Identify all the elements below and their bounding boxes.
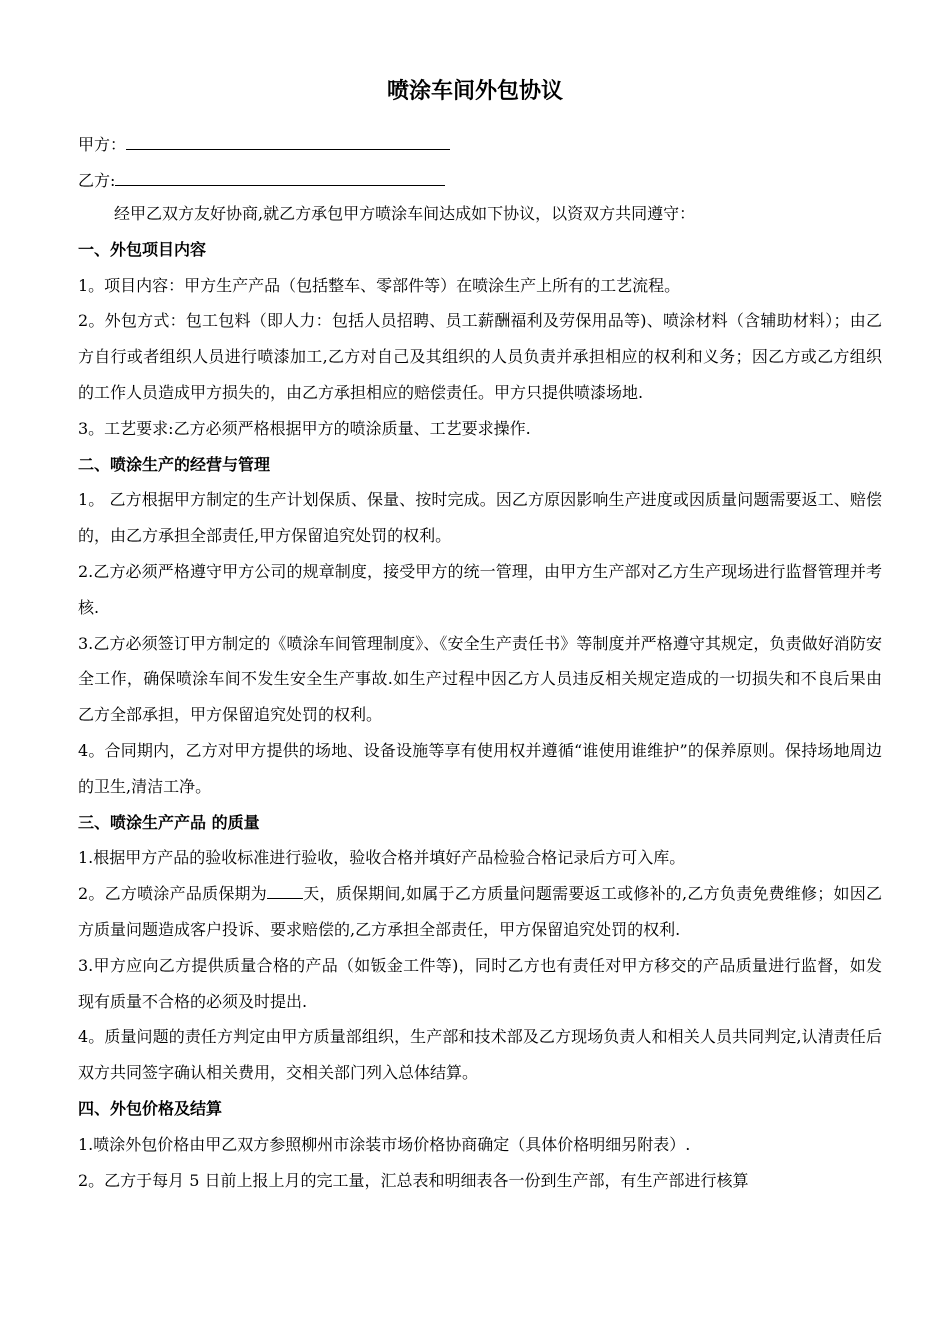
intro-paragraph: 经甲乙双方友好协商,就乙方承包甲方喷涂车间达成如下协议，以资双方共同遵守： bbox=[114, 204, 696, 223]
party-b-line bbox=[78, 167, 445, 193]
section-4-item-2: 2。乙方于每月 5 日前上报上月的完工量，汇总表和明细表各一份到生产部，有生产部进行核算 bbox=[78, 1170, 749, 1190]
party-a-line bbox=[78, 131, 450, 157]
party-b-label: 乙方: bbox=[78, 171, 116, 190]
warranty-days-blank bbox=[267, 880, 303, 899]
document-title: 喷涂车间外包协议 bbox=[386, 79, 563, 104]
section-2-item-1: 1。 乙方根据甲方制定的生产计划保质、保量、按时完成。因乙方原因影响生产进度或因质量问题需要返工、赔偿的，由乙方承担全部责任,甲方保留追究处罚的权利。 bbox=[78, 490, 882, 546]
section-1-item-3: 3。工艺要求:乙方必须严格根据甲方的喷涂质量、工艺要求操作. bbox=[78, 418, 531, 438]
section-3-item-3: 3.甲方应向乙方提供质量合格的产品（如钣金工件等)，同时乙方也有责任对甲方移交的产品质量进行监督，如发现有质量不合格的必须及时提出. bbox=[78, 955, 882, 1011]
section-3-heading: 三、喷涂生产产品 的质量 bbox=[78, 812, 260, 832]
section-2-item-2: 2.乙方必须严格遵守甲方公司的规章制度，接受甲方的统一管理，由甲方生产部对乙方生产现场进行监督管理并考核. bbox=[78, 561, 882, 617]
party-b-blank bbox=[115, 167, 445, 186]
section-3-item-2 bbox=[78, 876, 882, 948]
section-1-item-2: 2。外包方式：包工包料（即人力：包括人员招聘、员工薪酬福利及劳保用品等)、喷涂材料（含辅助材料）；由乙方自行或者组织人员进行喷漆加工,乙方对自己及其组织的人员负责并承担相应的权利和义务；因乙方或乙方组织的工作人员造成甲方损失的，由乙方承担相应的赔偿责任。甲方只提供喷漆场地. bbox=[78, 311, 882, 402]
section-3-item-1: 1.根据甲方产品的验收标准进行验收，验收合格并填好产品检验合格记录后方可入库。 bbox=[78, 848, 686, 868]
party-a-label: 甲方： bbox=[78, 135, 127, 154]
section-1-heading: 一、外包项目内容 bbox=[78, 239, 207, 259]
party-a-blank bbox=[126, 131, 450, 150]
section-3-item-2-rest: 天，质保期间,如属于乙方质量问题需要返工或修补的,乙方负责免费维修；如因乙方质量问题造成客户投诉、要求赔偿的,乙方承担全部责任，甲方保留追究处罚的权利. bbox=[78, 884, 882, 939]
section-2-item-4: 4。合同期内，乙方对甲方提供的场地、设备设施等享有使用权并遵循“谁使用谁维护”的保养原则。保持场地周边的卫生,清洁工净。 bbox=[78, 740, 882, 796]
document-body bbox=[78, 196, 882, 1198]
section-1-item-1: 1。项目内容：甲方生产产品（包括整车、零部件等）在喷涂生产上所有的工艺流程。 bbox=[78, 275, 681, 295]
section-4-item-1: 1.喷涂外包价格由甲乙双方参照柳州市涂装市场价格协商确定（具体价格明细另附表）. bbox=[78, 1134, 691, 1154]
section-4-heading: 四、外包价格及结算 bbox=[78, 1098, 223, 1118]
section-2-item-3: 3.乙方必须签订甲方制定的《喷涂车间管理制度》、《安全生产责任书》等制度并严格遵守其规定，负责做好消防安全工作，确保喷涂车间不发生安全生产事故.如生产过程中因乙方人员违反相关规定造成的一切损失和不良后果由乙方全部承担，甲方保留追究处罚的权利。 bbox=[78, 633, 882, 725]
section-3-item-4: 4。质量问题的责任方判定由甲方质量部组织，生产部和技术部及乙方现场负责人和相关人员共同判定,认清责任后双方共同签字确认相关费用，交相关部门列入总体结算。 bbox=[78, 1027, 882, 1083]
section-2-heading: 二、喷涂生产的经营与管理 bbox=[78, 454, 271, 474]
section-3-item-2-start: 2。乙方喷涂产品质保期为 bbox=[78, 884, 268, 904]
